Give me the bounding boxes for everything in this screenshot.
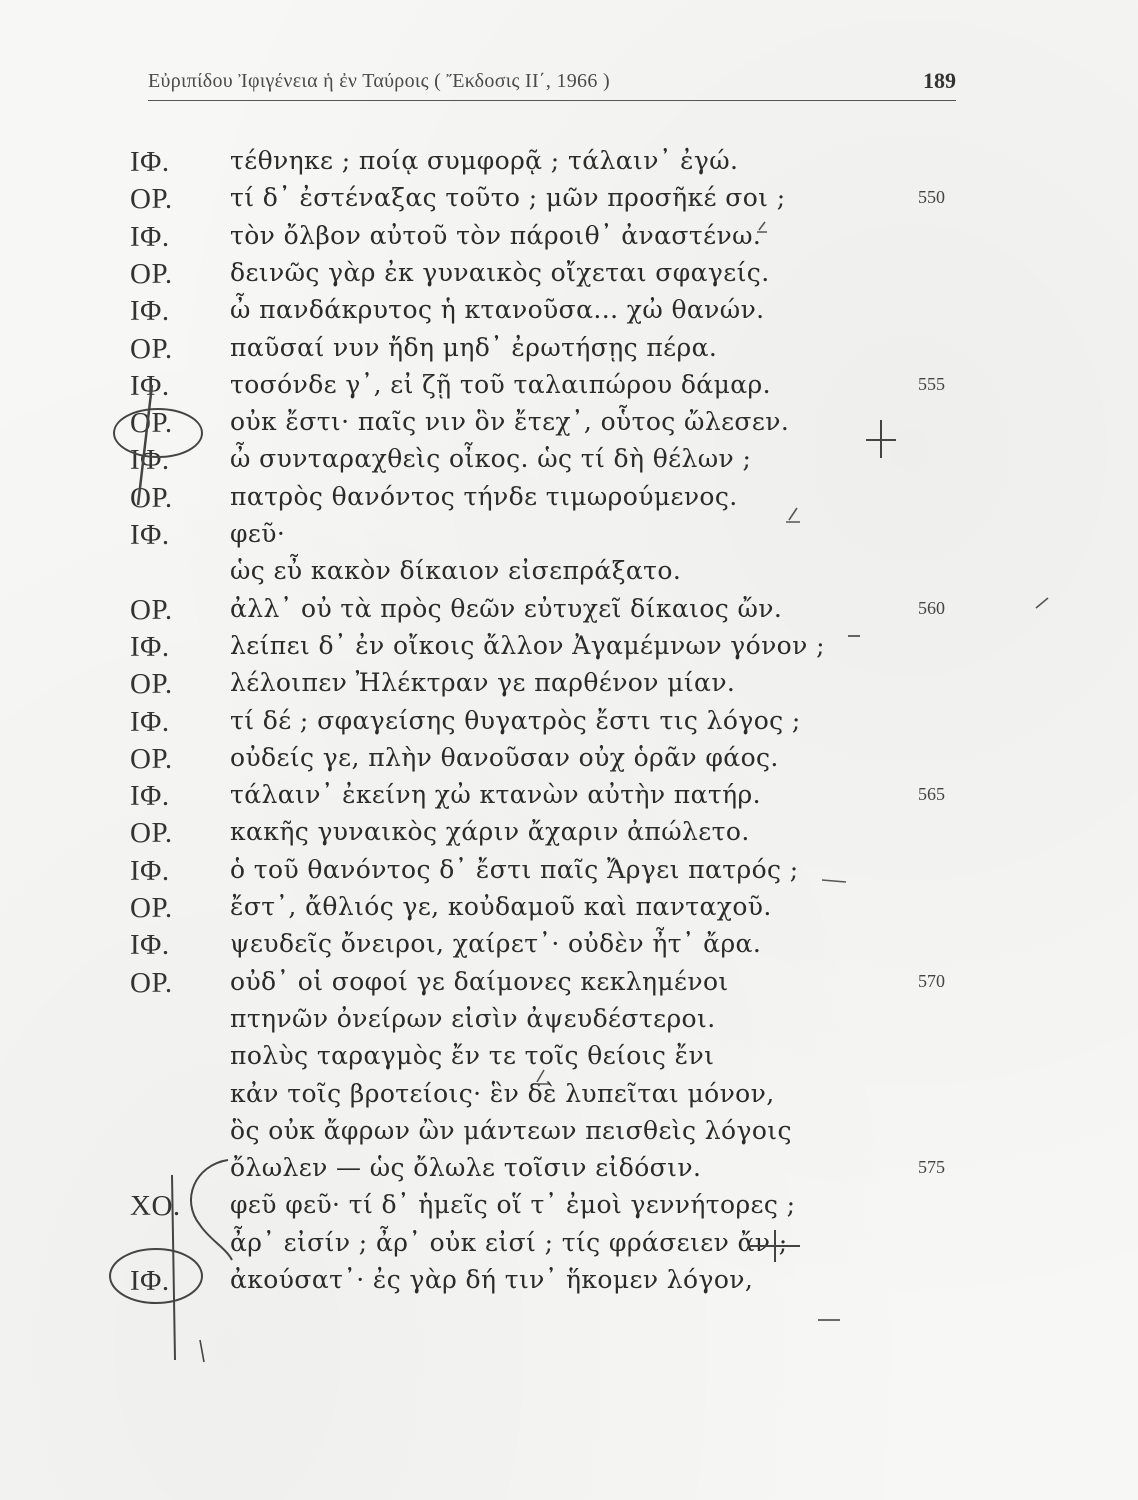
speaker-label: ΙΦ. [130,146,170,178]
verse-text: κἀν τοῖς βροτείοις· ἓν δὲ λυπεῖται μόνον, [230,1078,775,1108]
speaker-label: ΙΦ. [130,519,170,551]
verse-line [0,631,1138,667]
verse-text: ὁ τοῦ θανόντος δ᾽ ἔστι παῖς Ἄργει πατρός ; [230,854,799,884]
verse-text: τί δέ ; σφαγείσης θυγατρὸς ἔστι τις λόγος ; [230,705,801,735]
verse-text: ὦ συνταραχθεὶς οἶκος. ὡς τί δὴ θέλων ; [230,444,752,474]
verse-line [0,855,1138,891]
verse-text: πατρὸς θανόντος τήνδε τιμωρούμενος. [230,481,738,511]
verse-line [0,519,1138,555]
verse-line [0,743,1138,779]
verse-line [0,1041,1138,1077]
verse-text: ἔστ᾽, ἄθλιός γε, κοὐδαμοῦ καὶ πανταχοῦ. [230,892,772,921]
verse-line [0,183,1138,219]
verse-text: οὐδείς γε, πλὴν θανοῦσαν οὐχ ὁρᾶν φάος. [230,742,779,772]
verse-text: ὄλωλεν — ὡς ὄλωλε τοῖσιν εἰδόσιν. [230,1153,702,1183]
verse-text: οὐδ᾽ οἱ σοφοί γε δαίμονες κεκλημένοι [230,966,729,996]
verse-line [0,1079,1138,1115]
speaker-label: ΟΡ. [130,332,173,365]
verse-line [0,1004,1138,1040]
verse-text: οὐκ ἔστι· παῖς νιν ὃν ἔτεχ᾽, οὗτος ὤλεσεν. [230,407,790,437]
speaker-label: ΙΦ. [130,444,170,477]
verse-line [0,146,1138,182]
verse-line [0,967,1138,1003]
speaker-label: ΙΦ. [130,630,170,663]
verse-line [0,1190,1138,1226]
speaker-label: ΧΟ. [130,1190,181,1223]
verse-text: ὃς οὐκ ἄφρων ὢν μάντεων πεισθεὶς λόγοις [230,1115,792,1145]
speaker-label: ΙΦ. [130,854,170,887]
verse-line [0,221,1138,257]
verse-line [0,1228,1138,1264]
line-number: 555 [918,373,945,394]
verse-line [0,929,1138,965]
speaker-label: ΙΦ. [130,369,170,402]
verse-text: φεῦ· [230,519,286,548]
speaker-label: ΙΦ. [130,780,170,813]
speaker-label: ΟΡ. [130,257,173,290]
verse-text: ὦ πανδάκρυτος ἡ κτανοῦσα... χὠ θανών. [230,295,765,325]
line-number: 575 [918,1157,945,1178]
verse-text: πολὺς ταραγμὸς ἔν τε τοῖς θείοις ἔνι [230,1041,715,1071]
speaker-label: ΙΦ. [130,929,170,962]
verse-line [0,1265,1138,1301]
header-title: Εὐριπίδου Ἰφιγένεια ἡ ἐν Ταύροις ( Ἔκδοσις ΙΙ΄, 1966 ) [148,70,610,92]
verse-line [0,817,1138,853]
verse-text: δεινῶς γὰρ ἐκ γυναικὸς οἴχεται σφαγείς. [230,257,770,287]
verse-text: τί δ᾽ ἐστέναξας τοῦτο ; μῶν προσῆκέ σοι ; [230,183,786,213]
speaker-label: ΟΡ. [130,966,173,999]
verse-line [0,594,1138,630]
verse-text: ἀλλ᾽ οὐ τὰ πρὸς θεῶν εὐτυχεῖ δίκαιος ὤν. [230,593,783,623]
verse-text: ἀκούσατ᾽· ἐς γὰρ δή τιν᾽ ἥκομεν λόγον, [230,1265,754,1294]
speaker-label: ΙΦ. [130,705,170,738]
line-number: 550 [918,187,945,208]
verse-line [0,258,1138,294]
running-header [148,66,956,101]
verse-line [0,407,1138,443]
verse-line [0,370,1138,406]
bracket-if [200,1340,204,1362]
verse-text: λέλοιπεν Ἠλέκτραν γε παρθένον μίαν. [230,668,736,698]
verse-line [0,1153,1138,1189]
verse-line [0,892,1138,928]
speaker-label: ΟΡ. [130,593,173,626]
verse-line [0,780,1138,816]
page-number: 189 [923,68,956,93]
verse-text: τὸν ὄλβον αὐτοῦ τὸν πάροιθ᾽ ἀναστένω. [230,220,762,250]
verse-text: τοσόνδε γ᾽, εἰ ζῇ τοῦ ταλαιπώρου δάμαρ. [230,369,771,399]
verse-line [0,333,1138,369]
speaker-label: ΙΦ. [130,295,170,328]
speaker-label: ΟΡ. [130,183,173,216]
verse-text: παῦσαί νυν ἤδη μηδ᾽ ἐρωτήσῃς πέρα. [230,332,718,362]
speaker-label: ΟΡ. [130,481,173,514]
verse-line [0,706,1138,742]
verse-line [0,295,1138,331]
verse-text: λείπει δ᾽ ἐν οἴκοις ἄλλον Ἀγαμέμνων γόνον ; [230,630,825,660]
speaker-label: ΟΡ. [130,407,173,440]
line-number: 565 [918,784,945,805]
verse-text: ὡς εὖ κακὸν δίκαιον εἰσεπράξατο. [230,556,682,586]
speaker-label: ΟΡ. [130,817,173,850]
verse-text: πτηνῶν ὀνείρων εἰσὶν ἀψευδέστεροι. [230,1003,716,1033]
verse-text: τάλαιν᾽ ἐκείνη χὠ κτανὼν αὐτὴν πατήρ. [230,780,761,810]
speaker-label: ΟΡ. [130,892,173,924]
verse-text: ἆρ᾽ εἰσίν ; ἆρ᾽ οὐκ εἰσί ; τίς φράσειεν ἄν ; [230,1227,788,1257]
speaker-label: ΙΦ. [130,1265,170,1297]
line-number: 560 [918,597,945,618]
verse-line [0,444,1138,480]
verse-text: φεῦ φεῦ· τί δ᾽ ἡμεῖς οἵ τ᾽ ἐμοὶ γεννήτορες ; [230,1190,796,1220]
verse-line [0,668,1138,704]
verse-line [0,1116,1138,1152]
speaker-label: ΟΡ. [130,742,173,775]
line-number: 570 [918,970,945,991]
speaker-label: ΙΦ. [130,220,170,253]
verse-line [0,556,1138,592]
verse-line [0,482,1138,518]
verse-text: κακῆς γυναικὸς χάριν ἄχαριν ἀπώλετο. [230,817,750,847]
speaker-label: ΟΡ. [130,668,173,701]
verse-text: ψευδεῖς ὄνειροι, χαίρετ᾽· οὐδὲν ἦτ᾽ ἄρα. [230,929,762,959]
verse-text: τέθνηκε ; ποίᾳ συμφορᾷ ; τάλαιν᾽ ἐγώ. [230,146,739,175]
